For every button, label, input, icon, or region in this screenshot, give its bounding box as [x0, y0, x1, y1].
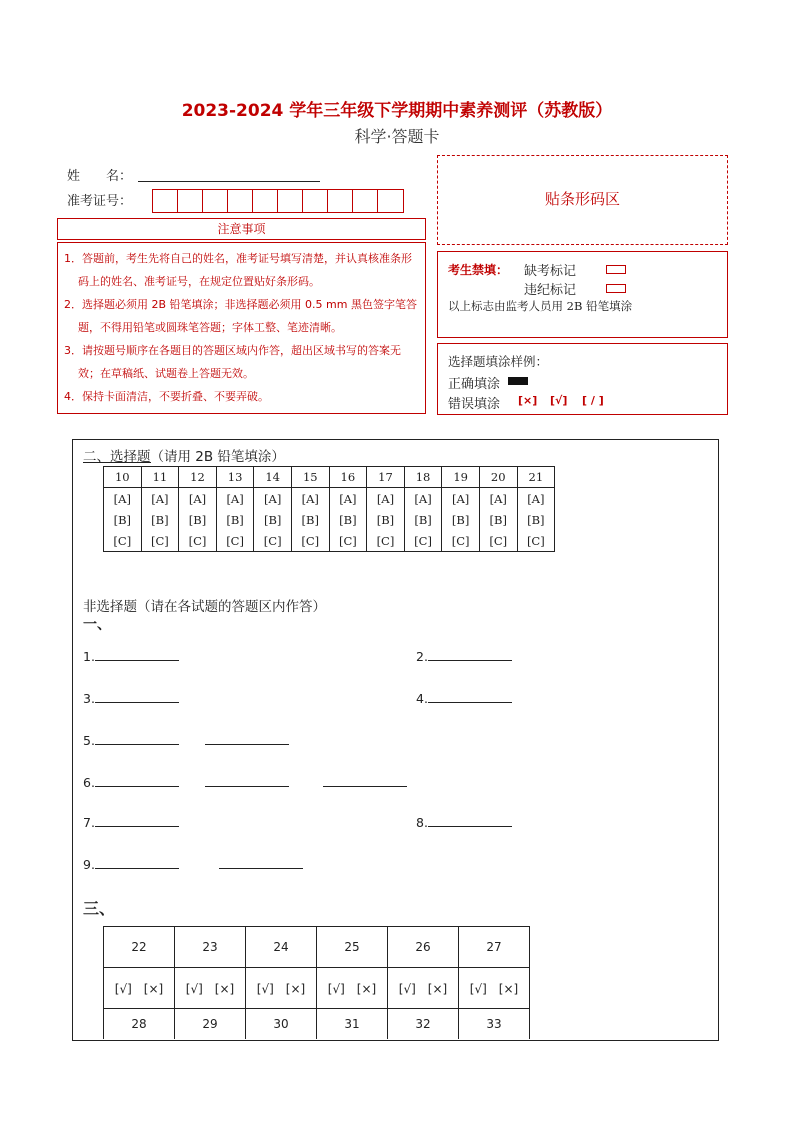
forbidden-label: 考生禁填： — [448, 263, 509, 277]
tf-mark[interactable]: [√] [×] — [459, 968, 530, 1009]
q-number: 3. — [83, 691, 95, 706]
option-c[interactable]: [C] — [517, 530, 555, 552]
page-subtitle: 科学·答题卡 — [354, 127, 440, 146]
id-digit-box[interactable] — [278, 190, 303, 212]
option-b[interactable]: [B] — [141, 509, 179, 530]
answer-blank[interactable] — [428, 814, 512, 827]
option-a[interactable]: [A] — [517, 488, 555, 510]
exam-id-boxes[interactable] — [152, 189, 404, 213]
id-digit-box[interactable] — [153, 190, 178, 212]
violation-mark-box[interactable] — [606, 284, 626, 293]
question-number: 15 — [291, 467, 329, 488]
question-number: 11 — [141, 467, 179, 488]
forbidden-note: 以上标志由监考人员用 2B 铅笔填涂 — [448, 299, 633, 313]
notice-item: 1．答题前，考生先将自己的姓名，准考证号填写清楚，并认真核准条形码上的姓名、准考证号，在规定位置贴好条形码。 — [64, 252, 412, 288]
option-c[interactable]: [C] — [442, 530, 480, 552]
wrong-fill-label: 错误填涂 — [448, 397, 501, 412]
id-digit-box[interactable] — [303, 190, 328, 212]
option-c[interactable]: [C] — [254, 530, 292, 552]
wrong-mark: [×] — [518, 394, 538, 407]
answer-blank[interactable] — [205, 732, 289, 745]
option-c[interactable]: [C] — [329, 530, 367, 552]
option-b[interactable]: [B] — [442, 509, 480, 530]
q-number: 2. — [416, 649, 428, 664]
question-number: 31 — [317, 1009, 388, 1040]
section3-title: 三、 — [83, 899, 116, 918]
notice-heading: 注意事项 — [57, 218, 426, 240]
question-number: 28 — [104, 1009, 175, 1040]
option-b[interactable]: [B] — [254, 509, 292, 530]
blank-row-7 — [83, 814, 179, 830]
question-number: 10 — [104, 467, 142, 488]
sample-title: 选择题填涂样例： — [448, 354, 549, 369]
option-a[interactable]: [A] — [216, 488, 254, 510]
fill-sample-panel — [437, 343, 728, 415]
id-digit-box[interactable] — [178, 190, 203, 212]
option-c[interactable]: [C] — [141, 530, 179, 552]
correct-fill-label: 正确填涂 — [448, 377, 501, 392]
question-number: 19 — [442, 467, 480, 488]
answer-blank[interactable] — [219, 856, 303, 869]
answer-blank[interactable] — [95, 856, 179, 869]
option-a[interactable]: [A] — [141, 488, 179, 510]
section1-title: 一、 — [83, 617, 111, 633]
notice-item: 3．请按题号顺序在各题目的答题区域内作答，超出区域书写的答案无效；在草稿纸、试题卷上答题无效。 — [64, 344, 401, 380]
option-a[interactable]: [A] — [179, 488, 217, 510]
absent-mark-box[interactable] — [606, 265, 626, 274]
id-digit-box[interactable] — [353, 190, 378, 212]
forbidden-panel — [437, 251, 728, 338]
answer-blank[interactable] — [95, 690, 179, 703]
q-number: 6. — [83, 775, 95, 790]
answer-blank[interactable] — [95, 648, 179, 661]
question-number: 23 — [175, 927, 246, 968]
answer-blank[interactable] — [95, 814, 179, 827]
question-number: 12 — [179, 467, 217, 488]
answer-blank[interactable] — [428, 690, 512, 703]
id-label: 准考证号： — [67, 194, 133, 209]
question-number: 27 — [459, 927, 530, 968]
id-digit-box[interactable] — [203, 190, 228, 212]
tf-mark[interactable]: [√] [×] — [246, 968, 317, 1009]
notice-body — [57, 242, 426, 414]
option-a[interactable]: [A] — [479, 488, 517, 510]
question-number: 33 — [459, 1009, 530, 1040]
blank-row-5 — [83, 732, 289, 748]
option-b[interactable]: [B] — [329, 509, 367, 530]
tf-mark[interactable]: [√] [×] — [388, 968, 459, 1009]
option-c[interactable]: [C] — [216, 530, 254, 552]
option-b[interactable]: [B] — [367, 509, 405, 530]
option-a[interactable]: [A] — [404, 488, 442, 510]
question-number: 20 — [479, 467, 517, 488]
choice-grid — [103, 466, 555, 552]
option-b[interactable]: [B] — [104, 509, 142, 530]
barcode-area[interactable]: 贴条形码区 — [437, 155, 728, 245]
notice-item: 2．选择题必须用 2B 铅笔填涂；非选择题必须用 0.5 mm 黑色签字笔答题，不得用铅笔或圆珠笔答题；字体工整、笔迹清晰。 — [64, 298, 417, 334]
blank-row-2 — [416, 648, 512, 664]
q-number: 7. — [83, 815, 95, 830]
q-number: 1. — [83, 649, 95, 664]
section2-underline — [83, 462, 151, 463]
answer-blank[interactable] — [95, 732, 179, 745]
page-title: 2023-2024 学年三年级下学期期中素养测评（苏教版） — [181, 101, 613, 121]
blank-row-9 — [83, 856, 303, 872]
option-b[interactable]: [B] — [216, 509, 254, 530]
q-number: 4. — [416, 691, 428, 706]
question-number: 21 — [517, 467, 555, 488]
question-number: 26 — [388, 927, 459, 968]
q-number: 5. — [83, 733, 95, 748]
id-digit-box[interactable] — [253, 190, 278, 212]
question-number: 29 — [175, 1009, 246, 1040]
q-number: 9. — [83, 857, 95, 872]
question-number: 24 — [246, 927, 317, 968]
question-number: 22 — [104, 927, 175, 968]
answer-blank[interactable] — [205, 774, 289, 787]
option-b[interactable]: [B] — [291, 509, 329, 530]
id-digit-box[interactable] — [378, 190, 403, 212]
question-number: 14 — [254, 467, 292, 488]
wrong-mark: [√] — [550, 394, 568, 407]
option-c[interactable]: [C] — [367, 530, 405, 552]
blank-row-8 — [416, 814, 512, 830]
q-number: 8. — [416, 815, 428, 830]
question-number: 32 — [388, 1009, 459, 1040]
question-number: 17 — [367, 467, 405, 488]
id-digit-box[interactable] — [328, 190, 353, 212]
wrong-mark: [ / ] — [582, 394, 604, 407]
question-number: 25 — [317, 927, 388, 968]
blank-row-4 — [416, 690, 512, 706]
name-field[interactable] — [138, 180, 320, 182]
blank-row-3 — [83, 690, 179, 706]
option-b[interactable]: [B] — [479, 509, 517, 530]
option-b[interactable]: [B] — [404, 509, 442, 530]
tf-mark[interactable]: [√] [×] — [317, 968, 388, 1009]
option-a[interactable]: [A] — [442, 488, 480, 510]
option-a[interactable]: [A] — [367, 488, 405, 510]
correct-fill-swatch — [508, 377, 528, 385]
violation-label: 违纪标记 — [524, 283, 577, 298]
answer-blank[interactable] — [428, 648, 512, 661]
name-label: 姓 名： — [67, 169, 133, 184]
question-number: 16 — [329, 467, 367, 488]
question-number: 18 — [404, 467, 442, 488]
tf-mark[interactable]: [√] [×] — [104, 968, 175, 1009]
nonchoice-title: 非选择题（请在各试题的答题区内作答） — [83, 599, 326, 615]
tf-mark[interactable]: [√] [×] — [175, 968, 246, 1009]
answer-area — [72, 439, 719, 1041]
id-digit-box[interactable] — [228, 190, 253, 212]
blank-row-6 — [83, 774, 407, 790]
option-c[interactable]: [C] — [479, 530, 517, 552]
true-false-grid — [103, 926, 530, 1039]
option-a[interactable]: [A] — [254, 488, 292, 510]
answer-blank[interactable] — [95, 774, 179, 787]
question-number: 13 — [216, 467, 254, 488]
option-c[interactable]: [C] — [179, 530, 217, 552]
option-b[interactable]: [B] — [517, 509, 555, 530]
option-c[interactable]: [C] — [404, 530, 442, 552]
answer-blank[interactable] — [323, 774, 407, 787]
option-c[interactable]: [C] — [104, 530, 142, 552]
question-number: 30 — [246, 1009, 317, 1040]
notice-item: 4．保持卡面清洁，不要折叠、不要弄破。 — [64, 390, 269, 403]
option-a[interactable]: [A] — [329, 488, 367, 510]
option-a[interactable]: [A] — [291, 488, 329, 510]
absent-label: 缺考标记 — [524, 264, 577, 279]
blank-row-1 — [83, 648, 179, 664]
option-c[interactable]: [C] — [291, 530, 329, 552]
option-a[interactable]: [A] — [104, 488, 142, 510]
section2-title: 二、选择题（请用 2B 铅笔填涂） — [83, 449, 285, 465]
option-b[interactable]: [B] — [179, 509, 217, 530]
